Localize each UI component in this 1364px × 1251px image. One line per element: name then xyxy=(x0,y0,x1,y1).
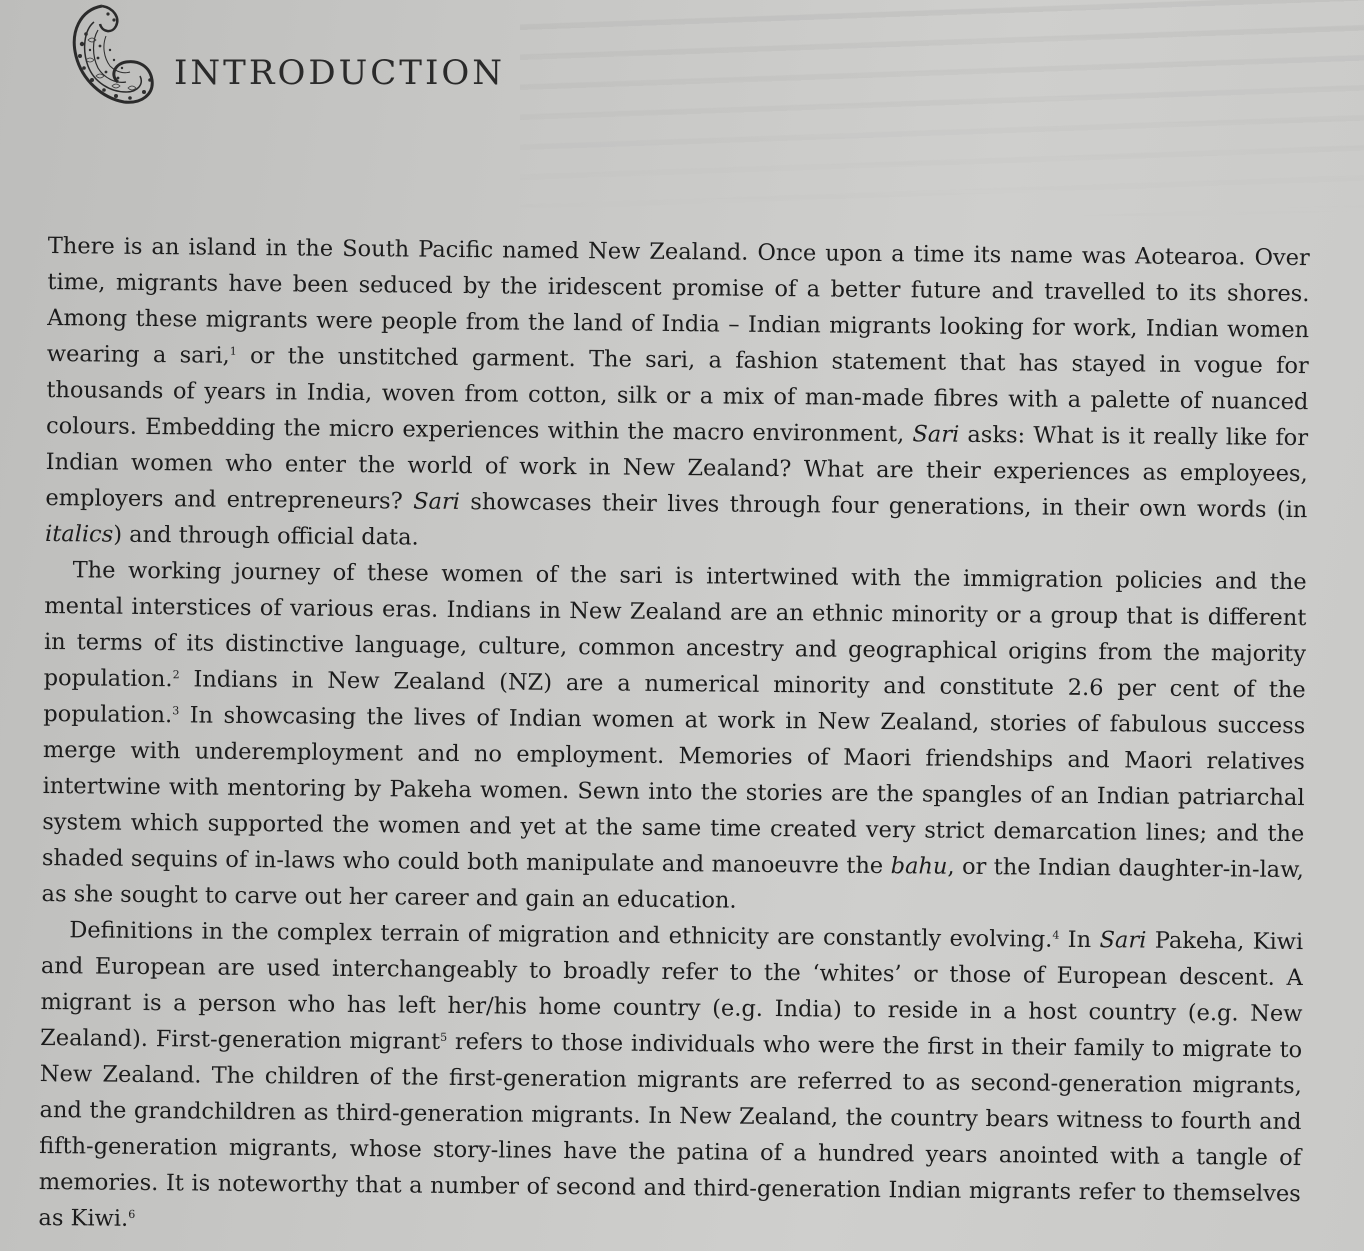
text-run: or the unstitched garment. The sari, a fashion statement that has stayed in vogue for thousands of years in India, woven from cotton, silk or a mix of man-made fibres with a palette of nuanced colours. Embedding the micro experiences within the macro environment, xyxy=(45,342,1309,448)
italic-text: bahu xyxy=(890,853,948,880)
footnote-marker: 5 xyxy=(440,1030,448,1044)
show-through-text xyxy=(520,0,1364,220)
footnote-marker: 2 xyxy=(172,668,180,682)
text-run: refers to those individuals who were the first in their family to migrate to New Zealand. The children of the first-generation migrants are referred to as second-generation migrants, and the grandchildren as third-generation migrants. In New Zealand, the country bears witness to fourth and fifth-generation migrants, whose story-lines have the patina of a hundred years anointed with a tangle of memories. It is noteworthy that a number of second and third-generation Indian migrants refer to themselves as Kiwi. xyxy=(38,1028,1303,1232)
text-run: asks: What is it really like for Indian women who enter the world of work in New Zealand? What are their experiences as employees, employers and entrepreneurs? xyxy=(45,421,1309,515)
italic-text: italics xyxy=(44,520,114,548)
text-run: Indians in New Zealand (NZ) are a numerical minority and constitute 2.6 per cent of the population. xyxy=(43,666,1306,729)
footnote-marker: 1 xyxy=(229,344,237,358)
footnote-marker: 3 xyxy=(172,704,180,718)
text-run: showcases their lives through four generations, in their own words (in xyxy=(459,488,1308,524)
paisley-ornament-icon xyxy=(62,0,162,110)
paragraph xyxy=(45,228,1310,564)
text-run: There is an island in the South Pacific named New Zealand. Once upon a time its name was Aotearoa. Over time, migrants have been seduced by the iridescent promise of a better future and travelled to its shores. Among these migrants were people from the land of India – Indian migrants looking for work, Indian women wearing a sari, xyxy=(46,232,1310,369)
italic-text: Sari xyxy=(912,421,960,448)
text-run: In xyxy=(1059,926,1100,954)
footnote-marker: 6 xyxy=(128,1207,136,1221)
paragraph xyxy=(38,912,1303,1248)
text-run: Pakeha, Kiwi and European are used interchangeably to broadly refer to the ‘whites’ or those of European descent. A migrant is a person who has left her/his home country (e.g. India) to reside in a host country (e.g. New Zealand). First-generation migrant xyxy=(40,927,1304,1055)
italic-text: Sari xyxy=(1099,927,1147,954)
text-run: , or the Indian daughter-in-law, as she sought to carve out her career and gain an education. xyxy=(41,853,1305,914)
text-run: In showcasing the lives of Indian women at work in New Zealand, stories of fabulous success merge with underemployment and no employment. Memories of Maori friendships and Maori relatives intertwine with mentoring by Pakeha women. Sewn into the stories are the spangles of an Indian patriarchal system which supported the women and yet at the same time created very strict demarcation lines; and the shaded sequins of in-laws who could both manipulate and manoeuvre the xyxy=(41,702,1306,880)
text-run: ) and through official data. xyxy=(113,521,419,551)
chapter-title: INTRODUCTION xyxy=(174,53,505,93)
footnote-marker: 4 xyxy=(1052,928,1060,942)
italic-text: Sari xyxy=(413,488,461,515)
paragraph xyxy=(41,552,1306,924)
text-run: Definitions in the complex terrain of migration and ethnicity are constantly evolving. xyxy=(69,917,1053,953)
body-text xyxy=(38,228,1310,1248)
chapter-header xyxy=(62,0,505,110)
text-run: The working journey of these women of the sari is intertwined with the immigration policies and the mental interstices of various eras. Indians in New Zealand are an ethnic minority or a group that is different in terms of its distinctive language, culture, common ancestry and geographical origins from the majority population. xyxy=(43,557,1307,693)
